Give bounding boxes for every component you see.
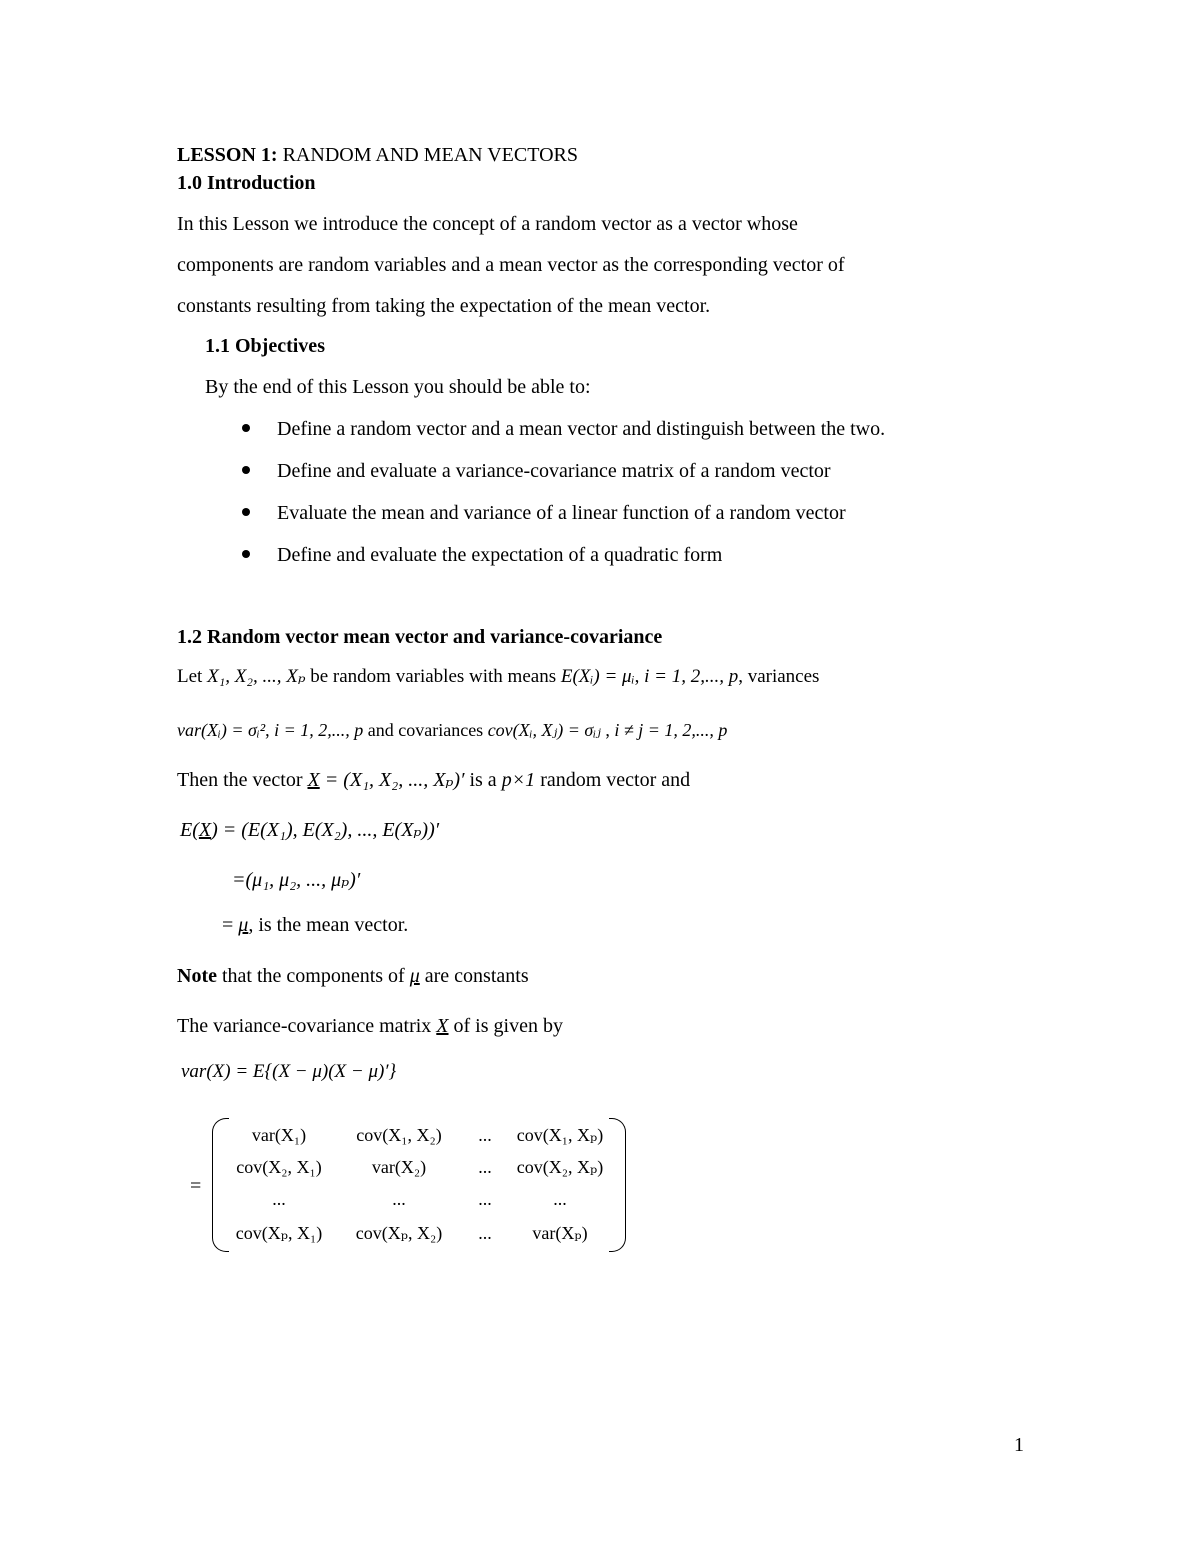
mean-expr: E(Xᵢ) = μᵢ <box>560 666 635 687</box>
index-range-expr: i = 1, 2,..., p <box>644 666 739 687</box>
matrix-cell: ... <box>478 1157 492 1177</box>
intro-line-3: constants resulting from taking the expectation of the mean vector. <box>177 295 711 317</box>
mu-vector: μ <box>409 965 420 987</box>
let-text: Let <box>177 666 203 687</box>
random-vector-text: random vector and <box>540 769 691 791</box>
random-variables-expr: X₁, X₂, ..., Xₚ <box>207 666 306 687</box>
vector-x: X <box>198 819 212 841</box>
matrix-cell: cov(X₂, Xₚ) <box>516 1157 604 1177</box>
matrix-cell: var(X₁) <box>251 1125 307 1145</box>
let-line <box>177 665 819 689</box>
variance-covariance-matrix <box>212 1118 626 1250</box>
lesson-label: LESSON 1: <box>177 144 278 166</box>
matrix-cell: ... <box>478 1125 492 1145</box>
bullet-icon <box>242 508 250 516</box>
matrix-cell: ... <box>272 1189 286 1209</box>
varcov-text-2: of is given by <box>453 1015 563 1037</box>
expectation-expr: ) = (E(X₁), E(X₂), ..., E(Xₚ))′ <box>211 819 440 841</box>
intro-line-1: In this Lesson we introduce the concept of a random vector as a vector whose <box>177 213 798 235</box>
expectation-line-3 <box>222 913 408 937</box>
index-range-expr: i ≠ j = 1, 2,..., p <box>614 720 728 740</box>
index-range-expr: i = 1, 2,..., p <box>274 720 364 740</box>
objective-item-3: Evaluate the mean and variance of a linear function of a random vector <box>277 502 846 524</box>
means-text: be random variables with means <box>310 666 557 687</box>
then-line <box>177 768 690 792</box>
mu-vector: μ <box>238 914 249 936</box>
vector-x: X <box>307 769 320 791</box>
then-text: Then the vector <box>177 769 303 791</box>
equals-sign: = <box>222 914 234 936</box>
expectation-line-2: =(μ₁, μ₂, ..., μₚ)′ <box>232 869 361 891</box>
bullet-icon <box>242 550 250 558</box>
objectives-heading: 1.1 Objectives <box>205 335 325 357</box>
matrix-cell: var(X₂) <box>371 1157 427 1177</box>
lesson-title-text: RANDOM AND MEAN VECTORS <box>282 144 579 166</box>
matrix-cell: var(Xₚ) <box>532 1223 588 1243</box>
note-label: Note <box>177 965 217 987</box>
matrix-cell: ... <box>553 1189 567 1209</box>
is-a-text: is a <box>469 769 497 791</box>
vector-x: X <box>436 1015 449 1037</box>
bullet-icon <box>242 466 250 474</box>
objective-item-2: Define and evaluate a variance-covariance matrix of a random vector <box>277 460 831 482</box>
variance-definition: var(X) = E{(X − μ)(X − μ)′} <box>181 1061 397 1082</box>
varcov-line <box>177 1014 563 1038</box>
comma-text: , <box>634 666 640 687</box>
matrix-cell: cov(X₁, X₂) <box>356 1125 442 1145</box>
matrix-equals-sign: = <box>190 1175 202 1197</box>
objective-item-1: Define a random vector and a mean vector and distinguish between the two. <box>277 418 886 440</box>
intro-heading: 1.0 Introduction <box>177 172 316 194</box>
objective-item-4: Define and evaluate the expectation of a quadratic form <box>277 544 723 566</box>
covariances-text: and covariances <box>367 720 484 740</box>
lesson-title <box>177 143 578 167</box>
objectives-lead: By the end of this Lesson you should be able to: <box>205 376 591 398</box>
mean-vector-text: , is the mean vector. <box>248 914 409 936</box>
variance-line <box>177 718 727 742</box>
dimension-expr: p×1 <box>501 769 536 791</box>
vector-def-expr: = (X₁, X₂, ..., Xₚ)′ <box>324 769 465 791</box>
matrix-cell: cov(Xₚ, X₁) <box>235 1223 323 1243</box>
matrix-cell: ... <box>478 1189 492 1209</box>
comma-text: , <box>265 720 270 740</box>
varcov-text-1: The variance-covariance matrix <box>177 1015 432 1037</box>
variance-expr: var(Xᵢ) = σᵢ² <box>177 720 266 740</box>
matrix-cell: cov(X₂, X₁) <box>236 1157 322 1177</box>
section12-heading: 1.2 Random vector mean vector and variance-covariance <box>177 626 663 648</box>
matrix-cell: ... <box>392 1189 406 1209</box>
page-number: 1 <box>1014 1434 1024 1456</box>
expectation-line-1 <box>180 818 439 842</box>
bullet-icon <box>242 424 250 432</box>
matrix-cell: cov(X₁, Xₚ) <box>516 1125 604 1145</box>
note-text-2: are constants <box>424 965 529 987</box>
note-line <box>177 964 529 988</box>
covariance-expr: cov(Xᵢ, Xⱼ) = σᵢⱼ <box>487 720 601 740</box>
comma-text: , <box>605 720 610 740</box>
matrix-cell: cov(Xₚ, X₂) <box>355 1223 443 1243</box>
matrix-cell: ... <box>478 1223 492 1243</box>
expectation-open: E( <box>180 819 199 841</box>
variances-text: , variances <box>738 666 820 687</box>
intro-line-2: components are random variables and a mean vector as the corresponding vector of <box>177 254 845 276</box>
note-text-1: that the components of <box>221 965 405 987</box>
